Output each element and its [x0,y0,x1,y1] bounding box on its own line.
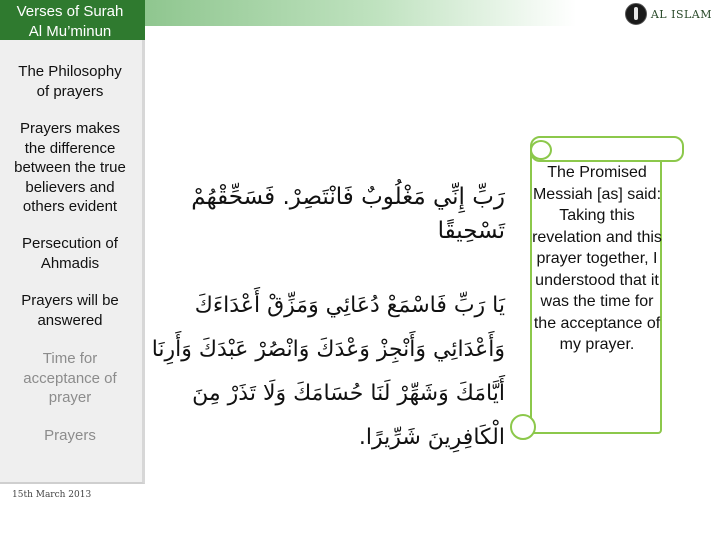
date-label: 15th March 2013 [12,490,92,500]
sidebar-item-philosophy[interactable]: The Philosophy of prayers [18,63,122,100]
scroll-top-roll [530,136,684,162]
scroll-curl-bottom-icon [510,414,536,440]
sidebar-item-difference[interactable]: Prayers makes the difference between the true believers and others evident [14,120,126,215]
minaret-icon [625,3,647,25]
scroll-callout [510,136,682,440]
sidebar-item-time[interactable]: Time for acceptance of prayer [23,350,117,406]
logo-text: AL ISLAM [650,7,712,21]
sidebar-item-prayers[interactable]: Prayers [44,427,96,444]
header-bar [145,0,720,26]
sidebar-item-persecution[interactable]: Persecution of Ahmadis [22,235,118,272]
arabic-verse-1: رَبِّ إِنِّي مَغْلُوبٌ فَانْتَصِرْ. فَسَحِّقْهُمْ تَسْحِيقًا [191,184,505,244]
logo[interactable] [625,3,712,25]
sidebar [0,0,145,484]
sidebar-item-verses[interactable]: Verses of Surah Al Mu’minun [16,3,124,40]
scroll-quote: The Promised Messiah [as] said: Taking this revelation and this prayer together, I understood that it was the time for the acceptance of my prayer. [532,164,662,353]
scroll-curl-icon [530,140,552,160]
arabic-verses [150,180,505,460]
arabic-verse-2: يَا رَبِّ فَاسْمَعْ دُعَائِي وَمَزِّقْ أَعْدَاءَكَ وَأَعْدَائِي وَأَنْجِزْ وَعْدَكَ وَانْصُرْ عَبْدَكَ وَأَرِنَا أَيَّامَكَ وَشَهِّرْ لَنَا حُسَامَكَ وَلَا تَذَرْ مِنَ الْكَافِرِينَ شَرِّيرًا. [151,293,505,450]
sidebar-item-answered[interactable]: Prayers will be answered [21,292,119,329]
